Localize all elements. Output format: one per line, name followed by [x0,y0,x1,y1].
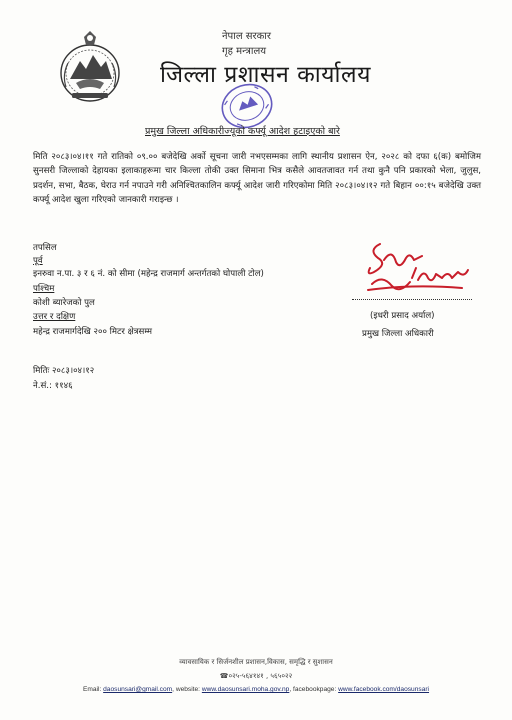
footer-contact: Email: daosunsari@gmail.com, website: www.daosunsari.moha.gov.np, facebookpage: www.facebook.com/daosunsari [82,686,430,693]
letter-date: मितिः २०८३।०४।१२ [33,366,95,376]
west-label: पश्चिम [33,284,55,294]
email-link[interactable]: daosunsari@gmail.com [103,686,173,693]
signature-line [352,299,472,300]
email-label: Email: [82,686,102,693]
website-label: website: [175,686,201,693]
subject-line: प्रमुख जिल्ला अधिकारीज्यूको कर्फ्यू आदेश हटाइएको बारे [145,126,340,137]
signatory-title: प्रमुख जिल्ला अधिकारी [362,329,434,339]
notice-body: मिति २०८३।०४।११ गते रातिको ०९.०० बजेदेखि अर्को सूचना जारी नभएसम्मका लागि स्थानीय प्रशासन ऐन, २०२८ को दफा ६(क) बमोजिम सुनसरी जिल्लाको देहायका इलाकाहरूमा चार किल्ला तोकी उक्त सिमाना भित्र कसैले आवतजावत गर्न तथा कुनै पनि प्रकारको भेला, जुलुस, प्रदर्शन, सभा, बैठक, घेराउ गर्न नपाउने गरी अनिश्चितकालिन कर्फ्यू आदेश जारी गरिएकोमा मिति २०८३।०४।१२ गते बिहान ००:१५ बजेदेखि उक्त कर्फ्यू आदेश खुला गरिएको जानकारी गराइन्छ । [33,152,481,205]
west-boundary: कोशी ब्यारेजको पुल [33,298,95,308]
office-title: जिल्ला प्रशासन कार्यालय [160,62,371,88]
facebook-label: facebookpage: [293,686,337,693]
website-link[interactable]: www.daosunsari.moha.gov.np [201,686,290,693]
government-line: नेपाल सरकार [222,31,271,42]
footer-motto: व्यावसायिक र सिर्जनशील प्रशासन,विकास, समृद्धि र सुशासन [179,658,333,666]
facebook-link[interactable]: www.facebook.com/daosunsari [338,686,430,693]
east-label: पूर्व [33,256,43,266]
signatory-name: (इधरी प्रसाद अर्याल) [370,311,435,321]
letter-number: ने.सं.: ११४६ [33,381,73,391]
north-south-label: उत्तर र दक्षिण [33,312,76,322]
north-south-boundary: महेन्द्र राजमार्गदेखि २०० मिटर क्षेत्रसम्म [33,327,153,337]
ministry-line: गृह मन्त्रालय [222,46,267,57]
details-heading: तपसिल [33,243,57,253]
handwritten-signature [352,238,477,300]
nepal-emblem-icon [56,27,124,107]
east-boundary: इनरुवा न.पा. ३ र ६ नं. को सीमा (महेन्द्र राजमार्ग अन्तर्गतको घोपाली टोल) [33,269,264,279]
footer-phone: ☎०२५-५६४१४१ , ५६५०२२ [219,672,293,680]
